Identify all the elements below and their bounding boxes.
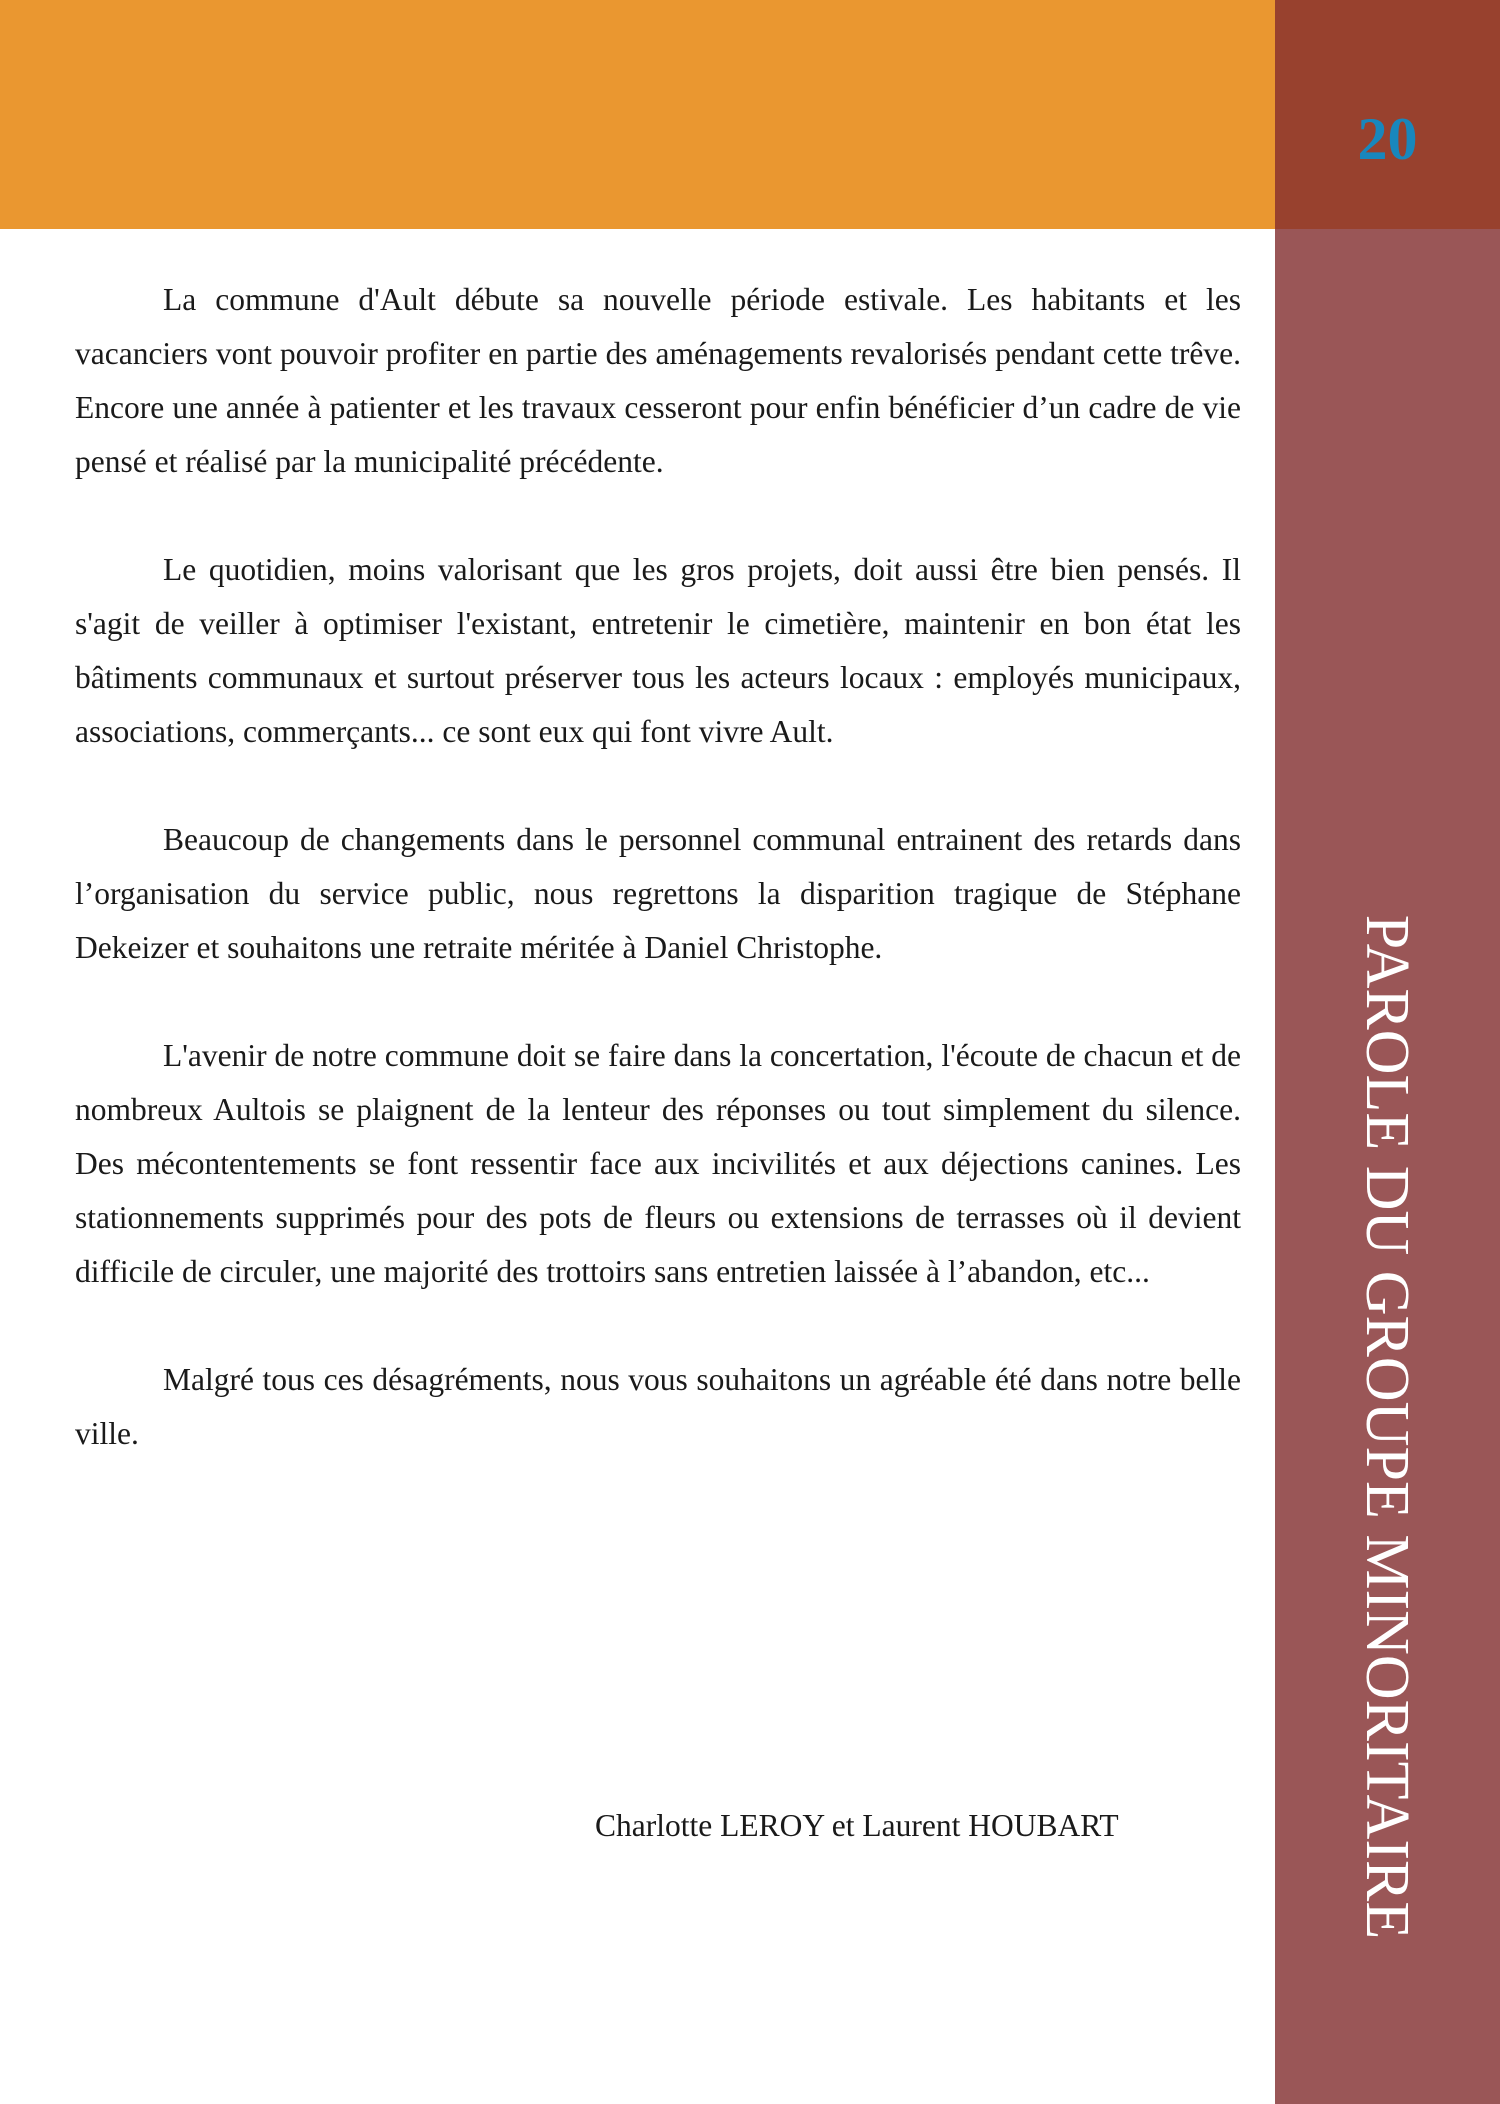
page-number-box [1275,0,1500,229]
section-sidebar [1275,229,1500,2104]
article-paragraph: Beaucoup de changements dans le personnel communal entrainent des retards dans l’organisation du service public, nous regrettons la disparition tragique de Stéphane Dekeizer et souhaitons une retraite méritée à Daniel Christophe. [75,822,1241,965]
page-number: 20 [1357,106,1418,172]
article-paragraph: La commune d'Ault débute sa nouvelle période estivale. Les habitants et les vacanciers vont pouvoir profiter en partie des aménagements revalorisés pendant cette trêve. Encore une année à patienter et les travaux cesseront pour enfin bénéficier d’un cadre de vie pensé et réalisé par la municipalité précédente. [75,282,1241,479]
article-paragraph: Malgré tous ces désagréments, nous vous souhaitons un agréable été dans notre belle ville. [75,1362,1241,1451]
article-paragraph: L'avenir de notre commune doit se faire dans la concertation, l'écoute de chacun et de nombreux Aultois se plaignent de la lenteur des réponses ou tout simplement du silence. Des mécontentements se font ressentir face aux incivilités et aux déjections canines. Les stationnements supprimés pour des pots de fleurs ou extensions de terrasses où il devient difficile de circuler, une majorité des trottoirs sans entretien laissée à l’abandon, etc... [75,1038,1241,1289]
header-band [0,0,1275,229]
section-title-container [1275,229,1500,2104]
article-paragraph: Le quotidien, moins valorisant que les gros projets, doit aussi être bien pensés. Il s'agit de veiller à optimiser l'existant, entretenir le cimetière, maintenir en bon état les bâtiments communaux et surtout préserver tous les acteurs locaux : employés municipaux, associations, commerçants... ce sont eux qui font vivre Ault. [75,552,1241,749]
section-title: PAROLE DU GROUPE MINORITAIRE [1353,914,1421,1940]
author-signature: Charlotte LEROY et Laurent HOUBART [595,1808,1119,1843]
article-body [75,273,1241,1515]
